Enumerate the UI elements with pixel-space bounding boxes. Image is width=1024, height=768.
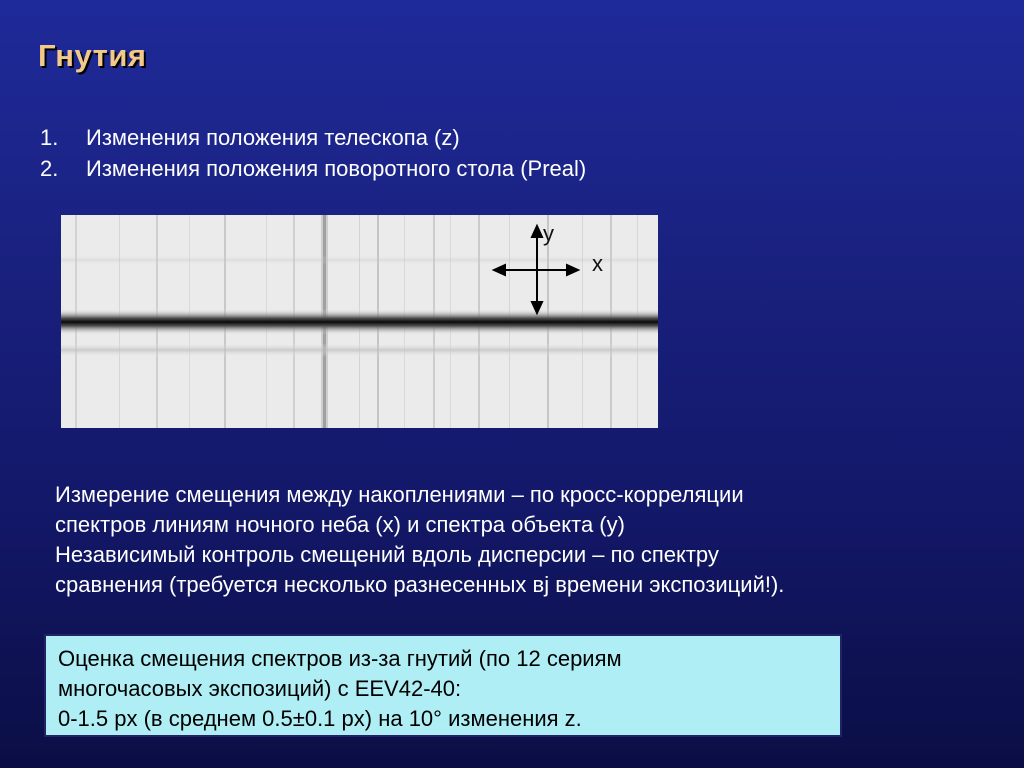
result-line: многочасовых экспозиций) с EEV42-40: <box>58 676 462 701</box>
object-spectrum <box>61 309 658 335</box>
list-item-number: 1. <box>40 125 59 150</box>
spectrum-image <box>61 215 658 428</box>
axis-x-label: x <box>592 251 603 276</box>
list-item-text: Изменения положения телескопа (z) <box>86 125 460 150</box>
list-item-text: Изменения положения поворотного стола (Preal) <box>86 156 587 181</box>
body-line: спектров линиям ночного неба (x) и спектра объекта (y) <box>55 512 625 537</box>
list-item <box>40 153 586 184</box>
body-paragraph <box>55 480 784 600</box>
list-item-number: 2. <box>40 156 59 181</box>
numbered-list <box>40 122 586 184</box>
list-item <box>40 122 586 153</box>
spectrum-frame <box>61 215 658 428</box>
axis-y-label: y <box>543 221 554 246</box>
result-line: Оценка смещения спектров из-за гнутий (по 12 сериям <box>58 646 622 671</box>
slide-title: Гнутия <box>38 38 147 73</box>
body-line: сравнения (требуется несколько разнесенных вj времени экспозиций!). <box>55 572 785 597</box>
body-line: Независимый контроль смещений вдоль дисперсии – по спектру <box>55 542 719 567</box>
body-line: Измерение смещения между накоплениями – по кросс-корреляции <box>55 482 744 507</box>
result-line: 0-1.5 px (в среднем 0.5±0.1 px) на 10° изменения z. <box>58 706 582 731</box>
result-callout <box>44 634 842 737</box>
